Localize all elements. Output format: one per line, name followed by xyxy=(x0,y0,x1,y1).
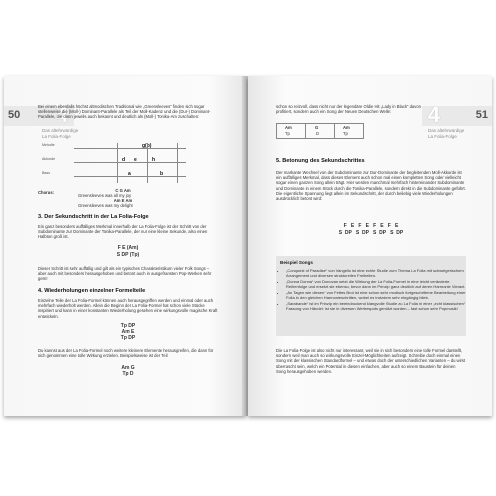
grid-bar-line xyxy=(147,143,148,183)
grid-chord: Am xyxy=(285,125,292,130)
section-3-chords: F E (Am) xyxy=(117,245,139,251)
right-chapter-title xyxy=(428,128,464,139)
chord-grid xyxy=(276,123,364,139)
melody-grid xyxy=(42,143,192,185)
section-5-functions: S DP S DP S DP S DP xyxy=(338,230,404,236)
section-4-chords: Am E xyxy=(121,329,135,335)
grid-function: D xyxy=(316,131,320,136)
left-chapter-number: 4 xyxy=(56,102,69,127)
section-4-after-text: Du kannst aus der La Folia-Formel noch weitere kleinere Elemente herausgreifen, die dann für sich genommen eine tolle Wirkung erzielen. Beispielsweise ist der Teil xyxy=(38,348,214,359)
left-chapter-title xyxy=(42,128,78,139)
grid-note: e xyxy=(134,157,137,163)
left-page xyxy=(4,76,246,416)
section-3-after-text: Dieser Schritt ist sehr auffällig und gilt als ein typisches Charakteristikum vieler Folk Songs – aber auch mit besonders herausgehoben und betont auch in ausgefransten Pop-Werken sehr gern! xyxy=(38,266,212,282)
section-4-chords: Tp DP xyxy=(120,323,136,329)
grid-row-label: Akkorde xyxy=(42,157,56,161)
left-intro-text: Bei einem ebenfalls höchst altmodischen Traditional wie „Greensleeves“ finden sich sogar stellenweise die (Moll-) Dominant-Parallele als Teil der Moll-Kadenz und die (Dur-) Dominant-Parallele, die dann jeweils auch bekannt und deutlich als (Moll-) Tonika-Am zuschalten: xyxy=(38,104,211,120)
grid-note: a xyxy=(128,171,131,177)
grid-bar-line xyxy=(334,124,335,138)
grid-bar-line xyxy=(177,143,178,183)
example-songs-title: Beispiel Songs xyxy=(280,260,313,265)
right-intro-text: schon so reizvoll, dass nicht nur der legendäre Oldie Hit „Lady in Black“ davon profitiert, sondern auch ein Song der Neuen Deutschen Welle: xyxy=(276,104,422,115)
section-3-text: Ein ganz besonders auffälliges Merkmal innerhalb der La Folia-Folge ist der Schritt von der Subdominante zur Dominante der Tonika-Parallele, der nur eine kleine Sekunde, also einen Halbton groß ist. xyxy=(38,224,208,240)
grid-line xyxy=(74,148,186,149)
grid-note: b xyxy=(160,171,164,177)
grid-function: Tp xyxy=(343,131,348,136)
chorus-line: C G Am xyxy=(115,188,131,193)
chorus-line: Greensleeves was all my joy xyxy=(78,193,132,198)
grid-chord: Am xyxy=(343,125,350,130)
left-page-number: 50 xyxy=(8,109,21,121)
example-songs-box xyxy=(276,256,466,336)
section-3-functions: S DP (Tp) xyxy=(116,252,140,258)
right-page-number: 51 xyxy=(475,109,488,121)
chorus-label: Chorus: xyxy=(38,190,55,195)
grid-row-label: Bass xyxy=(42,171,50,175)
section-4-chords: Tp DP xyxy=(120,335,136,341)
example-song-item: • „Donna Donna“ von Donovan setzt die Wirkung der La Folia-Formel in eine leicht veränderte Reihenfolge und ersetzt sie ebenso, bevor dann im Prinzip ganz deutlich auf deren Harmonie Vieraxt. xyxy=(286,279,466,289)
section-4-heading: 4. Wiederholungen einzelner Formelteile xyxy=(38,288,146,294)
book-spread xyxy=(4,76,492,424)
grid-chord: G xyxy=(315,125,319,130)
grid-bar-line xyxy=(117,143,118,183)
grid-line xyxy=(74,162,186,163)
right-chapter-number: 4 xyxy=(427,102,440,127)
chorus-line: Am E Am xyxy=(113,198,133,203)
chorus-line: Greensleeves was my delight xyxy=(78,203,133,208)
section-3-heading: 3. Der Sekundschritt in der La Folia-Folge xyxy=(38,214,149,220)
right-page xyxy=(248,76,492,416)
grid-bar-line xyxy=(305,124,306,138)
left-chapter-title-line2: La Folia-Folge xyxy=(42,133,71,139)
right-closing-text: Die La Folia-Folge ist also nicht nur interessant, weil sie in sich besonders eine tolle Formel darstellt, sondern weil man auch so wirkungsvolle Einzel-Möglichkeiten aufzeigt. Schreibe doch einmal einen Song mit der klassischen Standardformel – und etwas doch der unterschiedlichen Varianten – du wirst überrascht sein, welch ein Potential in diesen einfachen, aber auch so einem Baustein für deinen Song herausgehoben werden. xyxy=(276,348,466,374)
grid-note: g(b) xyxy=(142,143,152,149)
example-song-item: • „Conquest of Paradise“ von Vangelis ist eine echte Studie zum Thema La Folia mit schwelgerischem Arrangement und diversen strukturellen Freiheiten. xyxy=(286,268,466,278)
example-song-item: • „Sarabande“ ist im Prinzip ein beeindruckend klangvolle Studie zu La Folia in einer „echt klassischen“ Fassung von Händel: ist sie in diversen Werbespots genützt worden – fast schon sehr Popmusik! xyxy=(286,301,466,311)
section-5-heading: 5. Betonung des Sekundschrittes xyxy=(276,158,365,164)
section-5-chords: F E F E F E F E xyxy=(343,223,399,229)
right-chapter-title-line2: La Folia-Folge xyxy=(428,133,457,139)
grid-row-label: Melodie xyxy=(42,143,55,147)
grid-note: d xyxy=(122,157,126,163)
left-chapter-title-line1: Das altehrwürdige xyxy=(42,128,79,133)
example-songs-list xyxy=(280,268,466,312)
section-4-text: Einzelne Teile der La Folia-Formel können auch herausgegriffen werden und einmal oder auch mehrfach wiederholt werden. Allein die Beginn der La Folia-Formel hat schon viele Stücke inspiriert und kann in einer konstanten Wiederholung gesehen eine wirkungsvolle magische Kraft entwickeln. xyxy=(38,298,218,319)
section-5-text: Der markante Wechsel von der Subdominante zur Dur-Dominante der begleitenden Moll-Akkorde ist ein auffälliges Merkmal, dass dieses Element auch schon mal einen kompletten Song oder vielleicht sogar einen ganzen Song allein trägt. Hier werden manchmal mehrfach hintereinander Subdominante und Dominante in einem Stück durch die Tonika-Parallele, sondern direkt in die Subdominante geführt. Die eigentliche Spannung liegt allein im Sekundschritt, der durch beliebig viele Wiederholungen ausdrücklich betont wird: xyxy=(276,170,466,202)
example-song-item: • „An Tagen wie diesen“ von Fettes Brot ist eine schon sehr modisch fortgeschrittene Bearbeitung einer Folia in den gleichen Harmonieschritten, wobei es trotzdem sehr eingängig blieb. xyxy=(286,290,466,300)
section-4-functions-2: Tp D xyxy=(122,371,134,377)
grid-function: Tp xyxy=(285,131,290,136)
right-chapter-title-line1: Das altehrwürdige xyxy=(428,128,465,133)
section-4-chords-2: Am G xyxy=(121,365,135,371)
grid-note: h xyxy=(152,157,156,163)
